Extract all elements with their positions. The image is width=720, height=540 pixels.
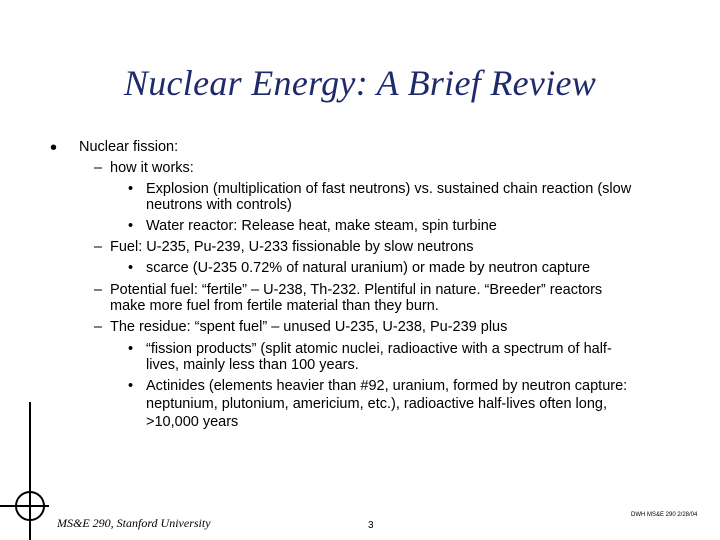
sub-sub-bullet-actinides-cont2: >10,000 years (146, 414, 239, 430)
sub-bullet-potential-fuel-cont: make more fuel from fertile material than they burn. (110, 298, 439, 314)
sub-sub-bullet-water-reactor: Water reactor: Release heat, make steam, spin turbine (146, 218, 497, 234)
slide-title: Nuclear Energy: A Brief Review (123, 63, 597, 103)
sub-sub-bullet-fission-products: “fission products” (split atomic nuclei, radioactive with a spectrum of half- (146, 341, 612, 357)
sub-sub-bullet-scarce: scarce (U-235 0.72% of natural uranium) or made by neutron capture (146, 260, 591, 276)
footer-author-date: DWH MS&E 290 2/28/04 (631, 512, 698, 518)
bullet-marker: • (128, 260, 134, 276)
bullet-marker: • (128, 341, 134, 357)
dash-marker: – (94, 319, 103, 335)
sub-sub-bullet-fission-products-cont: lives, mainly less than 100 years. (146, 357, 359, 373)
footer-course: MS&E 290, Stanford University (57, 516, 211, 530)
bullet-marker: • (50, 137, 58, 159)
dash-marker: – (94, 282, 103, 298)
sub-sub-bullet-actinides: Actinides (elements heavier than #92, uranium, formed by neutron capture: (146, 378, 628, 394)
sub-bullet-residue: The residue: “spent fuel” – unused U-235, U-238, Pu-239 plus (110, 319, 508, 335)
crosshair-circle-icon (15, 491, 45, 521)
sub-sub-bullet-explosion: Explosion (multiplication of fast neutrons) vs. sustained chain reaction (slow (146, 181, 632, 197)
dash-marker: – (94, 160, 103, 176)
sub-sub-bullet-actinides-cont: neptunium, plutonium, americium, etc.), radioactive half-lives often long, (146, 396, 607, 412)
main-bullet: Nuclear fission: (79, 139, 179, 155)
bullet-marker: • (128, 181, 134, 197)
sub-bullet-potential-fuel: Potential fuel: “fertile” – U-238, Th-232. Plentiful in nature. “Breeder” reactors (110, 282, 603, 298)
bullet-marker: • (128, 378, 134, 394)
page-number: 3 (368, 520, 374, 531)
bullet-marker: • (128, 218, 134, 234)
sub-bullet-fuel: Fuel: U-235, Pu-239, U-233 fissionable by slow neutrons (110, 239, 474, 255)
sub-sub-bullet-explosion-cont: neutrons with controls) (146, 197, 292, 213)
dash-marker: – (94, 239, 103, 255)
sub-bullet-how-it-works: how it works: (110, 160, 194, 176)
